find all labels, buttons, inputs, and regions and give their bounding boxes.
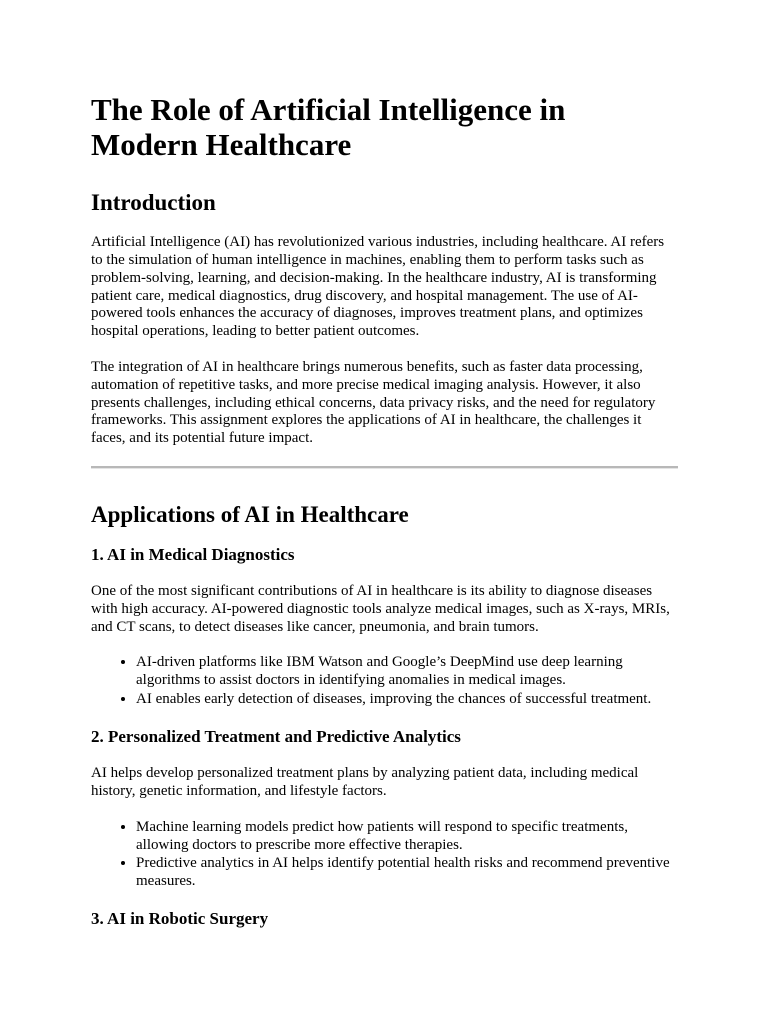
heading-applications: Applications of AI in Healthcare: [91, 502, 409, 528]
personalized-treatment-paragraph: AI helps develop personalized treatment plans by analyzing patient data, including medical history, genetic information, and lifestyle factors.: [91, 765, 639, 799]
document-title: The Role of Artificial Intelligence in Modern Healthcare: [91, 92, 566, 163]
heading-robotic-surgery: 3. AI in Robotic Surgery: [91, 908, 269, 928]
intro-paragraph-1: Artificial Intelligence (AI) has revolutionized various industries, including healthcare. AI refers to the simulation of human intelligence in machines, enabling them to perform tasks such as problem-solving, learning, and decision-making. In the healthcare industry, AI is transforming patient care, medical diagnostics, drug discovery, and hospital management. The use of AI-powered tools enhances the accuracy of diagnoses, improves treatment plans, and optimizes hospital operations, leading to better patient outcomes.: [91, 234, 665, 340]
list-item: • Predictive analytics in AI helps identify potential health risks and recommend preventive measures.: [136, 855, 678, 891]
list-item: • AI enables early detection of diseases, improving the chances of successful treatment.: [136, 691, 678, 709]
intro-paragraph-2: The integration of AI in healthcare brings numerous benefits, such as faster data processing, automation of repetitive tasks, and more precise medical imaging analysis. However, it also presents challenges, including ethical concerns, data privacy risks, and the need for regulatory frameworks. This assignment explores the applications of AI in healthcare, the challenges it faces, and its potential future impact.: [91, 359, 656, 447]
personalized-treatment-bullet-list: [91, 819, 678, 891]
list-item: • AI-driven platforms like IBM Watson and Google’s DeepMind use deep learning algorithms to assist doctors in identifying anomalies in medical images.: [136, 654, 678, 690]
heading-personalized-treatment: 2. Personalized Treatment and Predictive Analytics: [91, 726, 461, 746]
diagnostics-paragraph: One of the most significant contributions of AI in healthcare is its ability to diagnose diseases with high accuracy. AI-powered diagnostic tools analyze medical images, such as X-rays, MRIs, and CT scans, to detect diseases like cancer, pneumonia, and brain tumors.: [91, 583, 670, 635]
diagnostics-bullet-list: [91, 654, 678, 708]
section-divider: [91, 466, 678, 469]
heading-medical-diagnostics: 1. AI in Medical Diagnostics: [91, 544, 295, 564]
list-item: • Machine learning models predict how patients will respond to specific treatments, allowing doctors to prescribe more effective therapies.: [136, 819, 678, 855]
heading-introduction: Introduction: [91, 189, 216, 215]
